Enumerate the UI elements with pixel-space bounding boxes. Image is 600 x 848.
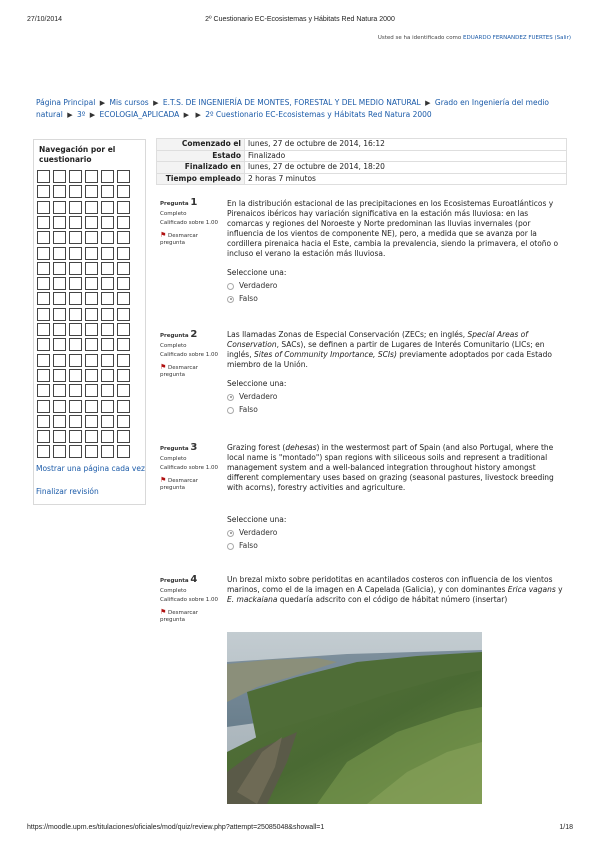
breadcrumb-my-courses[interactable]: Mis cursos xyxy=(109,98,149,107)
quiz-nav-button[interactable] xyxy=(37,308,50,321)
quiz-nav-button[interactable] xyxy=(117,415,130,428)
quiz-nav-button[interactable] xyxy=(53,247,66,260)
question-state: Completo xyxy=(160,587,187,594)
quiz-nav-button[interactable] xyxy=(85,262,98,275)
text-part: quedaría adscrito con el código de hábitat número (insertar) xyxy=(277,595,508,604)
select-one-label: Seleccione una: xyxy=(227,379,287,388)
question-grade: Calificado sobre 1.00 xyxy=(160,352,218,358)
question-label: Pregunta xyxy=(160,446,189,452)
quiz-nav-button[interactable] xyxy=(69,170,82,183)
time-value: 2 horas 7 minutos xyxy=(245,173,567,185)
quiz-nav-button[interactable] xyxy=(37,369,50,382)
option-false[interactable] xyxy=(227,541,286,551)
quiz-nav-button[interactable] xyxy=(117,445,130,458)
quiz-nav-button[interactable] xyxy=(37,338,50,351)
quiz-nav-button[interactable] xyxy=(101,415,114,428)
quiz-nav-button[interactable] xyxy=(53,170,66,183)
option-true[interactable] xyxy=(227,281,286,291)
quiz-nav-button[interactable] xyxy=(117,354,130,367)
radio-true-selected[interactable] xyxy=(227,530,234,537)
quiz-nav-button[interactable] xyxy=(69,323,82,336)
radio-false[interactable] xyxy=(227,407,234,414)
quiz-nav-button[interactable] xyxy=(37,292,50,305)
radio-true[interactable] xyxy=(227,283,234,290)
flag-icon: ⚑ xyxy=(160,230,167,239)
radio-false-selected[interactable] xyxy=(227,296,234,303)
quiz-nav-button[interactable] xyxy=(53,216,66,229)
quiz-nav-button[interactable] xyxy=(85,338,98,351)
quiz-nav-button[interactable] xyxy=(37,216,50,229)
attempt-summary-table xyxy=(156,138,567,185)
question-state: Completo xyxy=(160,210,187,217)
option-label: Verdadero xyxy=(239,281,278,290)
quiz-nav-button[interactable] xyxy=(53,415,66,428)
question-2-info xyxy=(160,331,222,380)
summary-row xyxy=(157,162,567,174)
text-part: ) in the westermost part of Spain (and also Portugal, where the local name is "montado") span regions with siliceous soils and represent a traditional management system and a well-balanced integration throughout history amongst different complementary uses based on grazing (seasonal pastures, livestock breeding with acorns), forestry activities and agriculture. xyxy=(227,443,554,492)
login-info xyxy=(378,35,571,41)
summary-row xyxy=(157,150,567,162)
quiz-nav-button[interactable] xyxy=(117,185,130,198)
quiz-nav-button[interactable] xyxy=(37,231,50,244)
quiz-nav-button[interactable] xyxy=(101,369,114,382)
text-part-italic: Erica vagans xyxy=(507,585,556,594)
finished-label: Finalizado en xyxy=(157,162,245,174)
text-part: Un brezal mixto sobre peridotitas en acantilados costeros con influencia de los vientos marinos, como el de la imagen en A Capelada (Galicia), y con dominantes xyxy=(227,575,553,594)
quiz-nav-button[interactable] xyxy=(85,369,98,382)
quiz-nav-button[interactable] xyxy=(85,185,98,198)
flag-icon: ⚑ xyxy=(160,607,167,616)
question-3-text xyxy=(227,443,563,493)
question-3-info xyxy=(160,444,222,493)
quiz-nav-button[interactable] xyxy=(53,201,66,214)
text-part: , SACs), se definen a partir de Lugares de Interés Comunitario (LICs; en inglés, xyxy=(227,340,545,359)
quiz-nav-button[interactable] xyxy=(85,430,98,443)
logout-link[interactable]: (Salir) xyxy=(554,35,571,41)
option-label: Falso xyxy=(239,541,258,550)
breadcrumb-separator-icon: ▶ xyxy=(67,111,73,119)
quiz-nav-button[interactable] xyxy=(53,338,66,351)
question-number: 3 xyxy=(190,442,198,453)
quiz-nav-button[interactable] xyxy=(117,247,130,260)
quiz-nav-button[interactable] xyxy=(37,384,50,397)
breadcrumb-separator-icon: ▶ xyxy=(99,99,106,107)
quiz-nav-button[interactable] xyxy=(117,201,130,214)
quiz-nav-button[interactable] xyxy=(69,338,82,351)
option-label: Verdadero xyxy=(239,392,278,401)
quiz-nav-button[interactable] xyxy=(85,415,98,428)
quiz-nav-button[interactable] xyxy=(53,354,66,367)
finish-review-link[interactable]: Finalizar revisión xyxy=(36,487,99,496)
radio-false[interactable] xyxy=(227,543,234,550)
state-label: Estado xyxy=(157,150,245,162)
question-2-answer xyxy=(227,379,286,415)
question-grade: Calificado sobre 1.00 xyxy=(160,220,218,226)
quiz-nav-button[interactable] xyxy=(101,170,114,183)
quiz-nav-button[interactable] xyxy=(37,262,50,275)
breadcrumb-separator-icon: ▶ xyxy=(153,99,159,107)
unflag-label: Desmarcar pregunta xyxy=(160,477,199,491)
quiz-nav-button[interactable] xyxy=(101,400,114,413)
quiz-nav-button[interactable] xyxy=(37,247,50,260)
quiz-nav-button[interactable] xyxy=(37,201,50,214)
quiz-nav-button[interactable] xyxy=(37,430,50,443)
quiz-nav-button[interactable] xyxy=(117,231,130,244)
quiz-nav-button[interactable] xyxy=(85,277,98,290)
quiz-nav-button[interactable] xyxy=(53,262,66,275)
breadcrumb xyxy=(36,97,564,121)
breadcrumb-separator-icon: ▶ xyxy=(425,99,431,107)
quiz-nav-button[interactable] xyxy=(69,430,82,443)
quiz-nav-button[interactable] xyxy=(69,400,82,413)
unflag-question[interactable] xyxy=(160,364,222,380)
breadcrumb-home[interactable]: Página Principal xyxy=(36,98,96,107)
time-label: Tiempo empleado xyxy=(157,173,245,185)
quiz-nav-button[interactable] xyxy=(101,201,114,214)
breadcrumb-separator-icon: ▶ xyxy=(89,111,96,119)
quiz-nav-button[interactable] xyxy=(101,308,114,321)
quiz-nav-button[interactable] xyxy=(85,247,98,260)
quiz-nav-button[interactable] xyxy=(69,201,82,214)
quiz-nav-button[interactable] xyxy=(69,262,82,275)
quiz-nav-button[interactable] xyxy=(53,231,66,244)
unflag-question[interactable] xyxy=(160,477,222,493)
quiz-nav-button[interactable] xyxy=(85,308,98,321)
quiz-nav-button[interactable] xyxy=(101,323,114,336)
print-page-number: 1/18 xyxy=(559,824,573,831)
select-one-label: Seleccione una: xyxy=(227,515,287,524)
quiz-nav-button[interactable] xyxy=(69,369,82,382)
text-part-italic: Special Areas of Conservation xyxy=(227,330,528,349)
question-2-text xyxy=(227,330,563,370)
quiz-nav-button[interactable] xyxy=(101,338,114,351)
quiz-nav-button[interactable] xyxy=(101,292,114,305)
quiz-nav-button[interactable] xyxy=(37,277,50,290)
quiz-nav-button[interactable] xyxy=(85,170,98,183)
photo-illustration xyxy=(227,632,482,804)
flag-icon: ⚑ xyxy=(160,362,167,371)
quiz-nav-button[interactable] xyxy=(53,277,66,290)
quiz-nav-button[interactable] xyxy=(85,231,98,244)
print-title: 2º Cuestionario EC-Ecosistemas y Hábitats Red Natura 2000 xyxy=(205,16,395,23)
question-1-text: En la distribución estacional de las precipitaciones en los Ecosistemas Euroatlánticos y Pirenaicos ibéricos hay variación significativa en la estación más lluviosa: en las comarcas y regiones del Noroeste y Norte predominan las lluvias invernales (por influencia de los vientos de componente NE), pero, a medida que se avanza por la cordillera pirenaica hacia el Este, cambia la prevalencia, siendo la primavera, el otoño o incluso el verano la estación más lluviosa. xyxy=(227,199,559,258)
unflag-question[interactable] xyxy=(160,232,222,248)
text-part: Grazing forest ( xyxy=(227,443,286,452)
login-text: Usted se ha identificado como xyxy=(377,35,462,41)
quiz-nav-button[interactable] xyxy=(53,308,66,321)
option-label: Falso xyxy=(239,405,258,414)
quiz-nav-button[interactable] xyxy=(69,277,82,290)
quiz-nav-button[interactable] xyxy=(101,445,114,458)
quiz-nav-button[interactable] xyxy=(101,247,114,260)
breadcrumb-quiz[interactable]: 2º Cuestionario EC-Ecosistemas y Hábitats Red Natura 2000 xyxy=(205,110,432,119)
question-4-text xyxy=(227,575,563,605)
quiz-nav-button[interactable] xyxy=(69,354,82,367)
question-1-answer xyxy=(227,268,286,304)
question-state: Completo xyxy=(160,455,187,462)
quiz-nav-button[interactable] xyxy=(53,323,66,336)
show-one-page-link[interactable]: Mostrar una página cada vez xyxy=(36,464,145,473)
quiz-nav-button[interactable] xyxy=(85,445,98,458)
quiz-nav-button[interactable] xyxy=(85,354,98,367)
quiz-nav-button[interactable] xyxy=(117,369,130,382)
quiz-nav-button[interactable] xyxy=(53,400,66,413)
breadcrumb-separator-icon: ▶ xyxy=(195,111,201,119)
breadcrumb-separator-icon: ▶ xyxy=(183,111,190,119)
quiz-nav-button[interactable] xyxy=(37,400,50,413)
quiz-nav-button[interactable] xyxy=(69,247,82,260)
text-part-italic: dehesas xyxy=(285,443,317,452)
quiz-nav-button[interactable] xyxy=(117,338,130,351)
quiz-nav-button[interactable] xyxy=(117,400,130,413)
print-url: https://moodle.upm.es/titulaciones/oficiales/mod/quiz/review.php?attempt=25085048&showall=1 xyxy=(27,824,325,831)
quiz-nav-button[interactable] xyxy=(69,415,82,428)
print-date: 27/10/2014 xyxy=(27,16,63,23)
breadcrumb-school[interactable]: E.T.S. DE INGENIERÍA DE MONTES, FORESTAL Y DEL MEDIO NATURAL xyxy=(162,98,421,107)
quiz-nav-button[interactable] xyxy=(85,216,98,229)
text-part-italic: E. mackaiana xyxy=(227,595,278,604)
quiz-navigation-block xyxy=(33,139,146,505)
option-label: Falso xyxy=(239,294,258,303)
quiz-nav-button[interactable] xyxy=(101,277,114,290)
quiz-nav-button[interactable] xyxy=(101,216,114,229)
quiz-nav-button[interactable] xyxy=(101,185,114,198)
quiz-nav-button[interactable] xyxy=(37,415,50,428)
quiz-nav-button[interactable] xyxy=(101,231,114,244)
text-part: previamente adoptados por cada Estado miembro de la Unión. xyxy=(227,350,552,369)
quiz-navigation-title: Navegación por el cuestionario xyxy=(39,145,116,164)
quiz-nav-button[interactable] xyxy=(53,430,66,443)
quiz-nav-button[interactable] xyxy=(101,430,114,443)
quiz-nav-button[interactable] xyxy=(85,323,98,336)
quiz-nav-button[interactable] xyxy=(53,292,66,305)
option-label: Verdadero xyxy=(239,528,278,537)
quiz-nav-button[interactable] xyxy=(69,384,82,397)
summary-row xyxy=(157,173,567,185)
quiz-nav-button[interactable] xyxy=(117,384,130,397)
quiz-nav-button[interactable] xyxy=(117,292,130,305)
quiz-nav-button[interactable] xyxy=(37,185,50,198)
breadcrumb-year[interactable]: 3º xyxy=(76,110,86,119)
quiz-nav-button[interactable] xyxy=(85,201,98,214)
question-number: 4 xyxy=(190,574,198,585)
quiz-nav-button[interactable] xyxy=(53,369,66,382)
unflag-label: Desmarcar pregunta xyxy=(160,364,199,378)
radio-true-selected[interactable] xyxy=(227,394,234,401)
quiz-nav-button[interactable] xyxy=(117,323,130,336)
breadcrumb-degree[interactable]: Grado en Ingeniería del medio natural xyxy=(36,98,550,119)
quiz-nav-button[interactable] xyxy=(85,384,98,397)
quiz-nav-button[interactable] xyxy=(37,170,50,183)
quiz-nav-button[interactable] xyxy=(69,308,82,321)
quiz-nav-button[interactable] xyxy=(69,185,82,198)
finished-value: lunes, 27 de octubre de 2014, 18:20 xyxy=(245,162,567,174)
option-false[interactable] xyxy=(227,294,286,304)
quiz-nav-button[interactable] xyxy=(37,445,50,458)
question-number: 1 xyxy=(190,197,198,208)
question-grade: Calificado sobre 1.00 xyxy=(160,465,218,471)
quiz-nav-button[interactable] xyxy=(117,277,130,290)
started-label: Comenzado el xyxy=(157,139,245,151)
state-value: Finalizado xyxy=(245,150,567,162)
quiz-nav-button[interactable] xyxy=(37,354,50,367)
quiz-nav-button[interactable] xyxy=(53,445,66,458)
quiz-nav-button[interactable] xyxy=(69,216,82,229)
quiz-nav-button[interactable] xyxy=(69,231,82,244)
option-true[interactable] xyxy=(227,528,286,538)
question-label: Pregunta xyxy=(160,201,189,207)
question-4-info xyxy=(160,576,222,625)
quiz-nav-button[interactable] xyxy=(69,292,82,305)
quiz-nav-button[interactable] xyxy=(101,384,114,397)
quiz-nav-button[interactable] xyxy=(117,262,130,275)
text-part: y xyxy=(555,585,563,594)
quiz-nav-button[interactable] xyxy=(117,170,130,183)
quiz-nav-button[interactable] xyxy=(53,384,66,397)
select-one-label: Seleccione una: xyxy=(227,268,287,277)
user-link[interactable]: EDUARDO FERNANDEZ FUERTES xyxy=(463,35,553,41)
quiz-nav-button[interactable] xyxy=(101,262,114,275)
question-1-info xyxy=(160,199,222,248)
question-state: Completo xyxy=(160,342,187,349)
quiz-nav-button[interactable] xyxy=(37,323,50,336)
breadcrumb-course[interactable]: ECOLOGIA_APLICADA xyxy=(99,110,180,119)
quiz-nav-button[interactable] xyxy=(117,430,130,443)
text-part: Las llamadas Zonas de Especial Conservación (ZECs; en inglés, xyxy=(227,330,468,339)
quiz-nav-button[interactable] xyxy=(53,185,66,198)
question-grade: Calificado sobre 1.00 xyxy=(160,597,218,603)
quiz-nav-button[interactable] xyxy=(85,292,98,305)
summary-row xyxy=(157,139,567,151)
flag-icon: ⚑ xyxy=(160,475,167,484)
question-3-answer xyxy=(227,515,286,551)
coastal-heath-photo xyxy=(227,632,482,804)
question-label: Pregunta xyxy=(160,578,189,584)
started-value: lunes, 27 de octubre de 2014, 16:12 xyxy=(245,139,567,151)
option-true[interactable] xyxy=(227,392,286,402)
option-false[interactable] xyxy=(227,405,286,415)
quiz-nav-button[interactable] xyxy=(69,445,82,458)
unflag-label: Desmarcar pregunta xyxy=(160,232,199,246)
text-part-italic: Sites of Community Importance, SCIs) xyxy=(253,350,397,359)
quiz-nav-button[interactable] xyxy=(85,400,98,413)
quiz-nav-button[interactable] xyxy=(117,216,130,229)
unflag-label: Desmarcar pregunta xyxy=(160,609,199,623)
unflag-question[interactable] xyxy=(160,609,222,625)
question-number: 2 xyxy=(190,329,198,340)
quiz-nav-button[interactable] xyxy=(101,354,114,367)
question-label: Pregunta xyxy=(160,333,189,339)
quiz-nav-button[interactable] xyxy=(117,308,130,321)
